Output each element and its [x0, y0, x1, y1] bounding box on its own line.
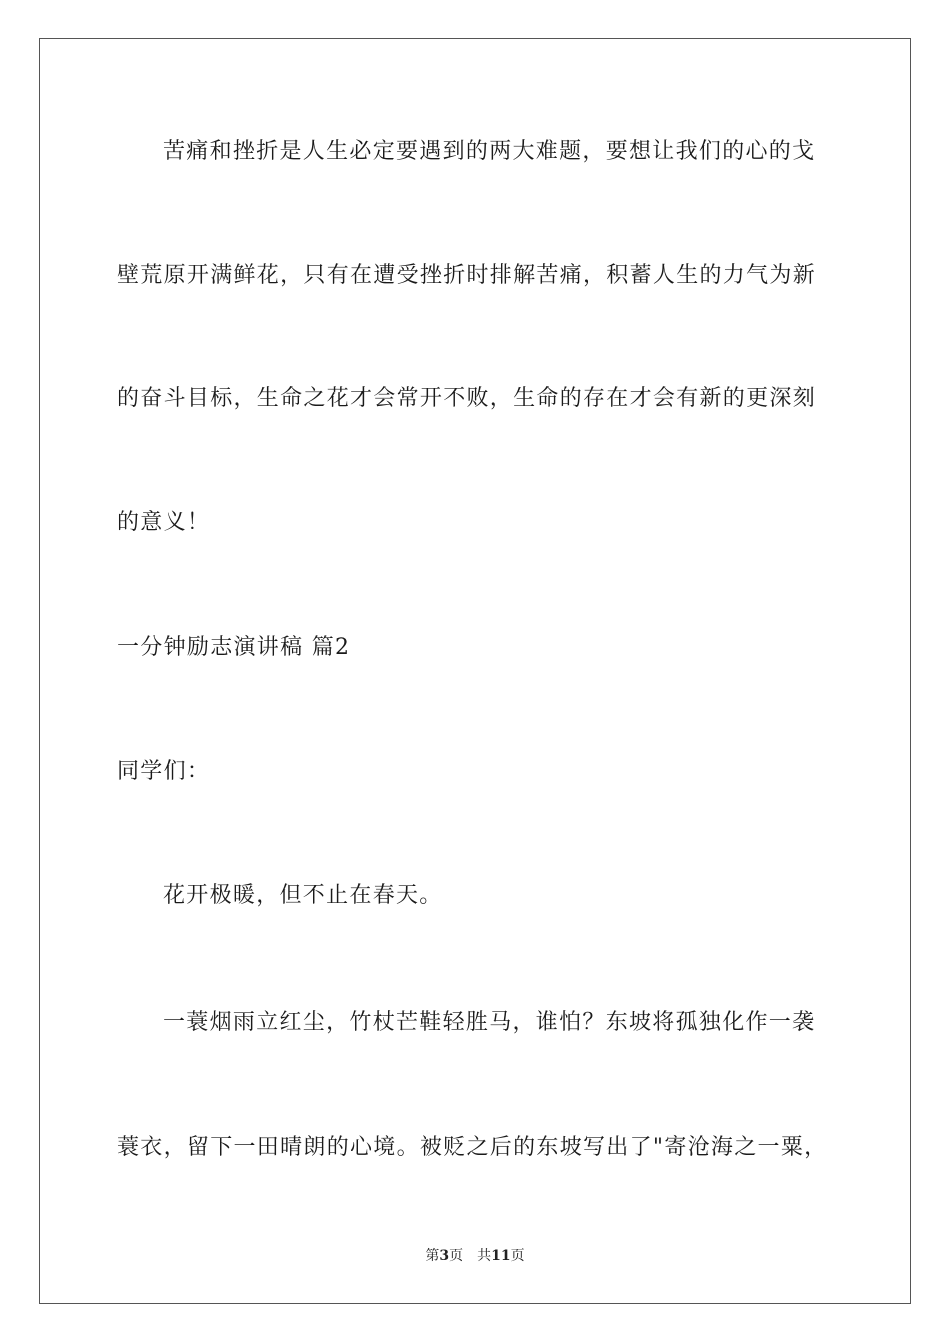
- paragraph-2: 花开极暖，但不止在春天。: [163, 883, 443, 908]
- paragraph-1-line-1: 苦痛和挫折是人生必定要遇到的两大难题，要想让我们的心的戈: [163, 139, 816, 164]
- salutation: 同学们：: [117, 759, 211, 784]
- footer-page-suffix: 页: [449, 1248, 464, 1264]
- section-heading: 一分钟励志演讲稿 篇2: [117, 635, 351, 660]
- page-border: [39, 38, 911, 1304]
- footer-total-suffix: 页: [510, 1248, 525, 1264]
- paragraph-1-line-4: 的意义！: [117, 510, 211, 535]
- footer-current-page: 3: [439, 1248, 450, 1264]
- footer-page-prefix: 第: [425, 1248, 440, 1264]
- paragraph-3-line-2: 蓑衣，留下一田晴朗的心境。被贬之后的东坡写出了"寄沧海之一粟，: [117, 1135, 828, 1160]
- page-footer: [0, 1246, 950, 1266]
- paragraph-3-line-1: 一蓑烟雨立红尘，竹杖芒鞋轻胜马，谁怕？东坡将孤独化作一袭: [163, 1010, 816, 1035]
- footer-total-prefix: 共: [477, 1248, 492, 1264]
- paragraph-1-line-3: 的奋斗目标，生命之花才会常开不败，生命的存在才会有新的更深刻: [117, 386, 817, 411]
- paragraph-1-line-2: 壁荒原开满鲜花，只有在遭受挫折时排解苦痛，积蓄人生的力气为新: [117, 263, 817, 288]
- footer-total-pages: 11: [491, 1248, 511, 1264]
